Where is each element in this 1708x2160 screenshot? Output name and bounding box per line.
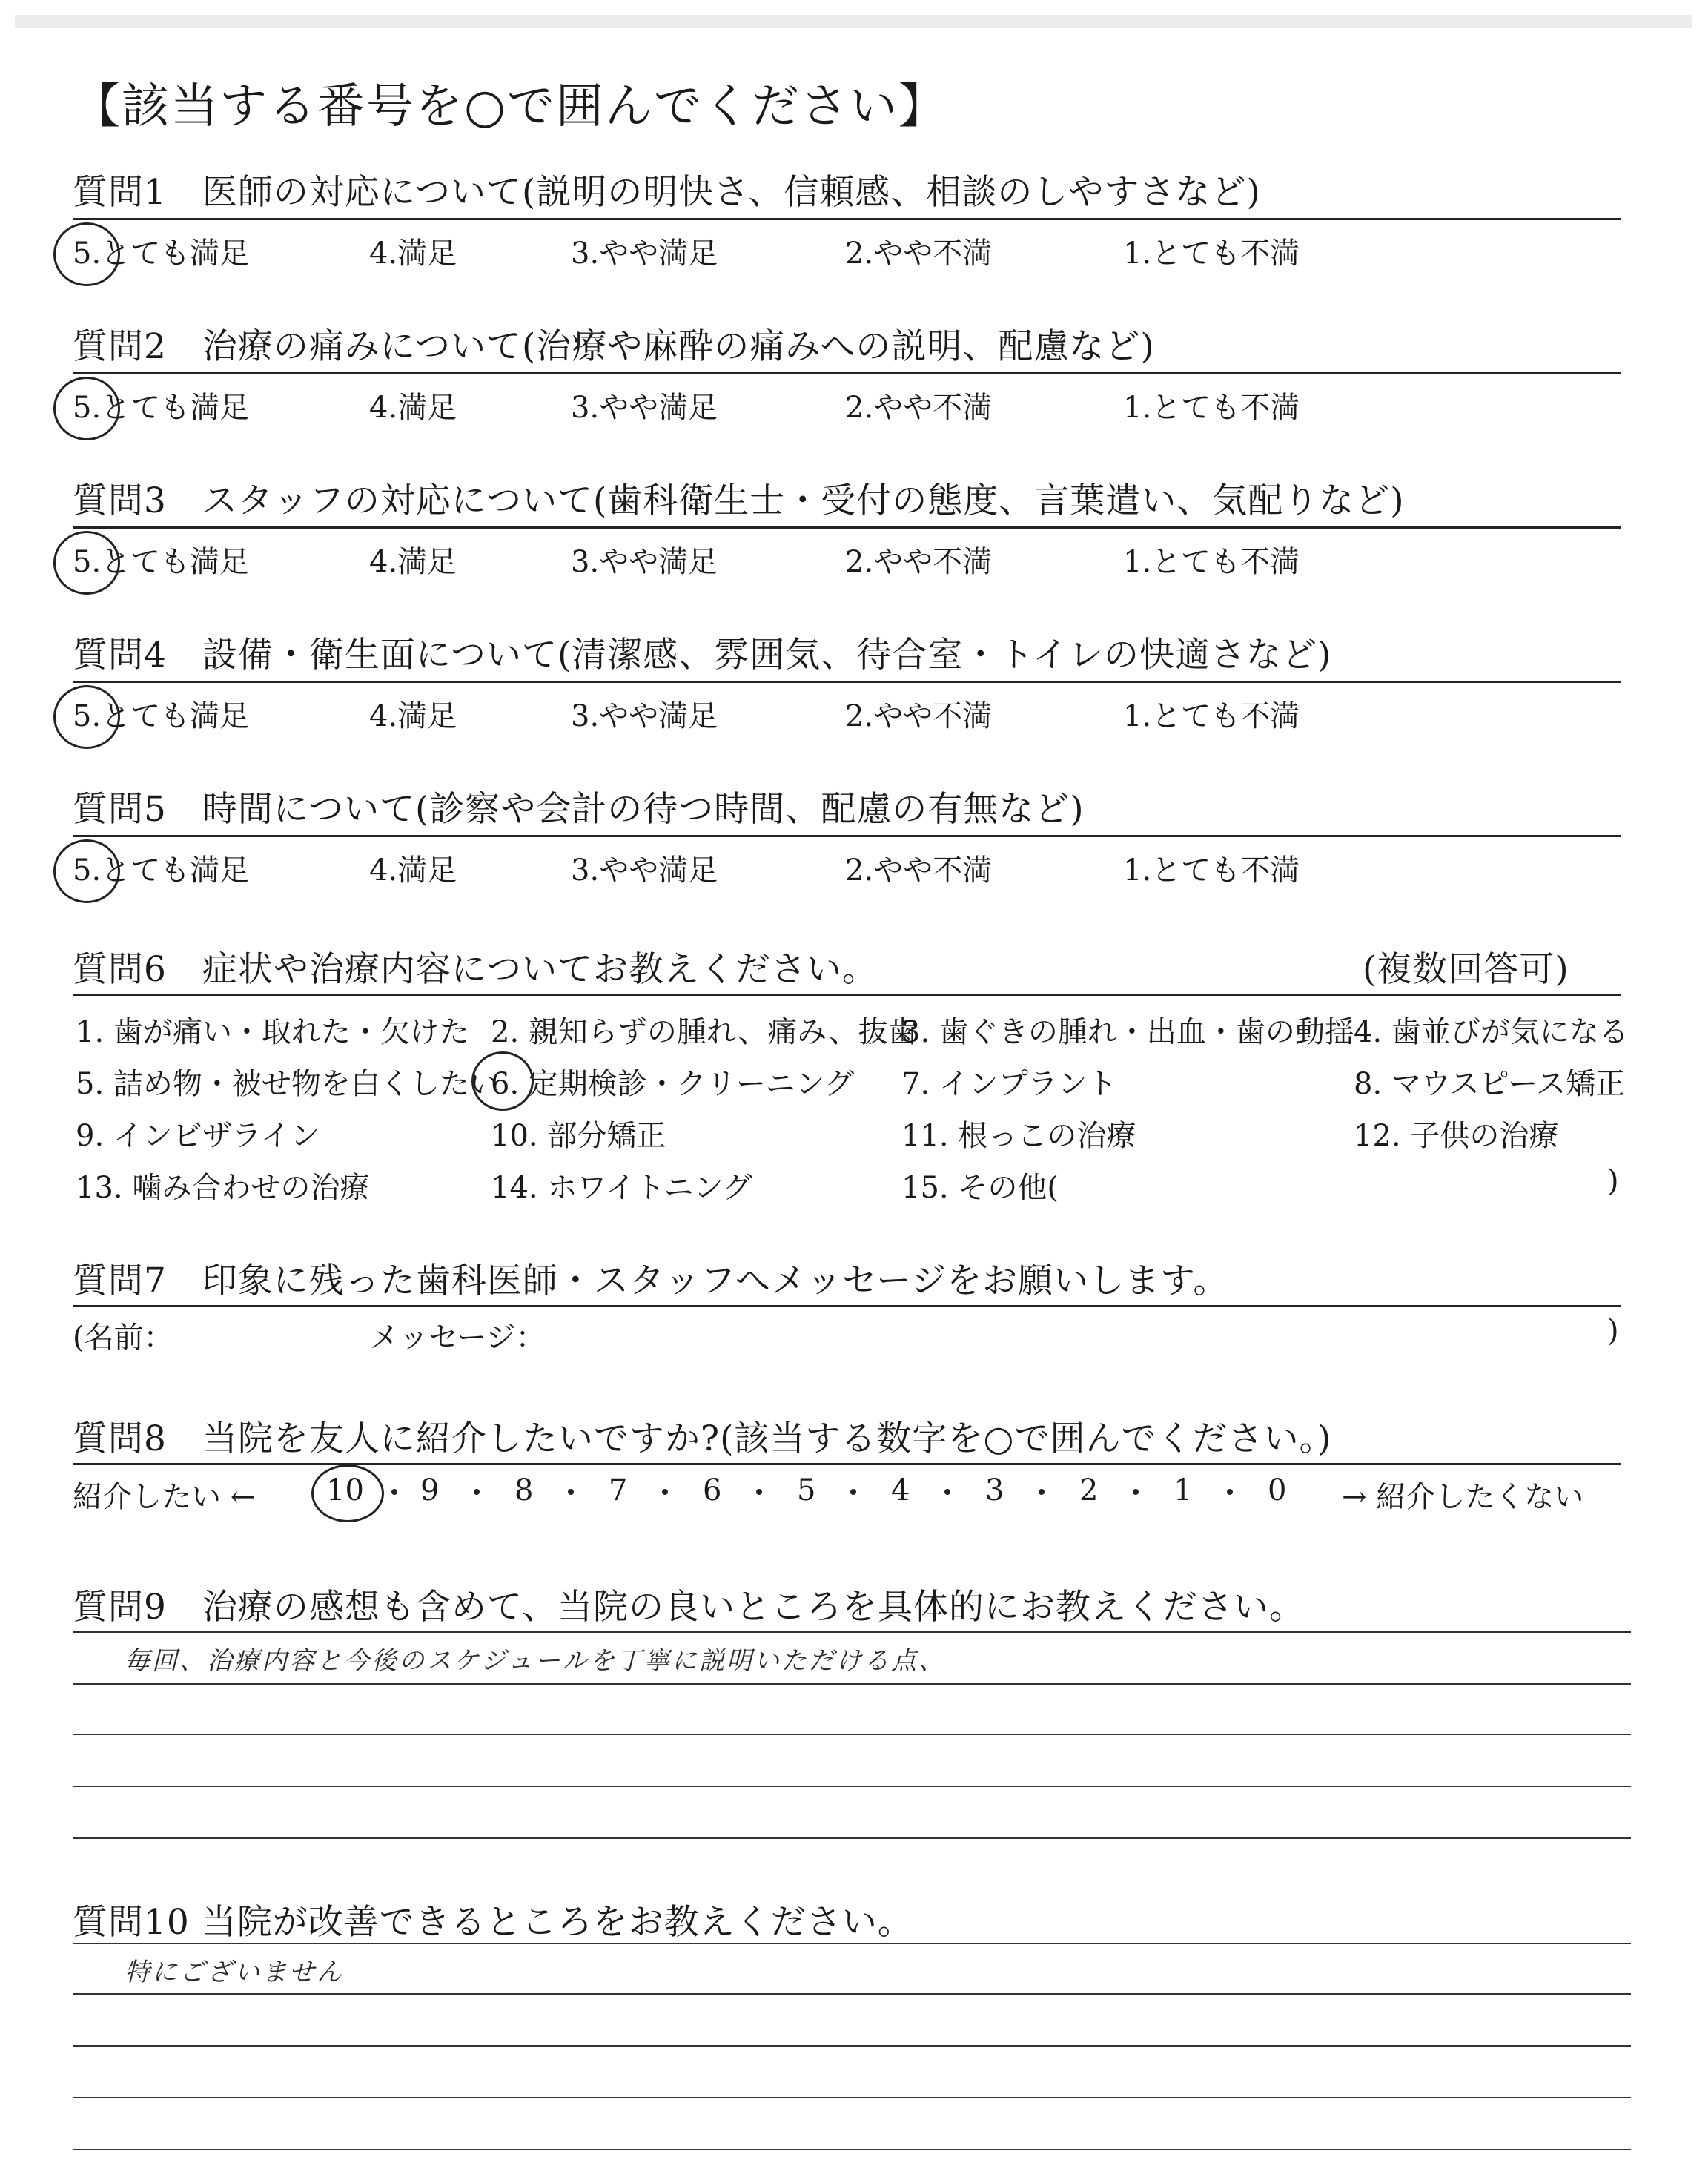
q9-line (73, 1734, 1631, 1735)
q2-option[interactable]: 3.やや満足 (571, 391, 718, 425)
q8-scale-value[interactable]: 9 (420, 1473, 440, 1507)
q1-option[interactable]: 4.満足 (369, 237, 457, 271)
q6-option[interactable]: 12. 子供の治療 (1354, 1119, 1559, 1153)
q6-option[interactable]: 1. 歯が痛い・取れた・欠けた (76, 1015, 469, 1049)
q8-left-label: 紹介したい ← (73, 1480, 256, 1514)
q10-line (73, 1993, 1631, 1995)
q6-option[interactable]: 15. その他( (901, 1171, 1059, 1205)
q6-option[interactable]: 9. インビザライン (76, 1119, 320, 1153)
q8-separator-dot (850, 1489, 856, 1495)
q6-option[interactable]: 13. 噛み合わせの治療 (76, 1171, 370, 1205)
q6-option[interactable]: 10. 部分矯正 (491, 1119, 666, 1153)
form-heading: 【該当する番号を○で囲んでください】 (73, 79, 947, 134)
q4-title: 質問4 設備・衛生面について(清潔感、雰囲気、待合室・トイレの快適さなど) (73, 635, 1332, 676)
q4-option[interactable]: 1.とても不満 (1123, 699, 1300, 733)
q9-title: 質問9 治療の感想も含めて、当院の良いところを具体的にお教えください。 (73, 1587, 1305, 1628)
q6-other-close-paren: ) (1607, 1164, 1619, 1198)
q2-rule (73, 372, 1621, 374)
q10-line (73, 2045, 1631, 2047)
q1-option[interactable]: 2.やや不満 (845, 237, 993, 271)
q5-option[interactable]: 5.とても満足 (73, 853, 250, 888)
q3-option[interactable]: 2.やや不満 (845, 545, 993, 579)
q5-title: 質問5 時間について(診察や会計の待つ時間、配慮の有無など) (73, 789, 1085, 830)
q8-scale-value[interactable]: 3 (985, 1473, 1004, 1507)
q10-line (73, 2097, 1631, 2098)
q3-option[interactable]: 4.満足 (369, 545, 457, 579)
q6-option[interactable]: 8. マウスピース矯正 (1354, 1067, 1626, 1101)
q8-separator-dot (474, 1489, 480, 1495)
q6-option[interactable]: 7. インプラント (901, 1067, 1117, 1101)
q8-separator-dot (568, 1489, 574, 1495)
q8-separator-dot (1227, 1489, 1233, 1495)
q2-option[interactable]: 4.満足 (369, 391, 457, 425)
q3-rule (73, 526, 1621, 529)
q8-scale-value[interactable]: 6 (703, 1473, 722, 1507)
q2-option[interactable]: 1.とても不満 (1123, 391, 1300, 425)
q6-option[interactable]: 3. 歯ぐきの腫れ・出血・歯の動揺 (901, 1015, 1354, 1049)
q1-rule (73, 218, 1621, 220)
q5-rule (73, 835, 1621, 837)
q8-right-label: → 紹介したくない (1342, 1480, 1584, 1514)
q6-title: 質問6 症状や治療内容についてお教えください。 (73, 949, 878, 990)
q6-rule (73, 994, 1621, 996)
selection-circle (53, 377, 120, 440)
q8-separator-dot (662, 1489, 668, 1495)
q8-scale-value[interactable]: 0 (1268, 1473, 1287, 1507)
scan-top-edge (15, 15, 1692, 28)
q10-line (73, 2149, 1631, 2150)
q8-separator-dot (756, 1489, 762, 1495)
q8-separator-dot (1039, 1489, 1045, 1495)
q7-rule (73, 1305, 1621, 1307)
q8-scale-value[interactable]: 1 (1174, 1473, 1193, 1507)
q6-option[interactable]: 11. 根っこの治療 (901, 1119, 1136, 1153)
q10-answer: 特にございません (125, 1958, 344, 1987)
q4-option[interactable]: 5.とても満足 (73, 699, 250, 733)
q9-line (73, 1837, 1631, 1839)
q10-title: 質問10 当院が改善できるところをお教えください。 (73, 1902, 913, 1943)
selection-circle (53, 531, 120, 595)
q5-option[interactable]: 2.やや不満 (845, 853, 993, 888)
q7-title: 質問7 印象に残った歯科医師・スタッフへメッセージをお願いします。 (73, 1261, 1229, 1301)
q6-option[interactable]: 6. 定期検診・クリーニング (491, 1067, 855, 1101)
q3-option[interactable]: 3.やや満足 (571, 545, 718, 579)
q10-line (73, 1943, 1631, 1944)
q9-line (73, 1683, 1631, 1685)
q1-option[interactable]: 3.やや満足 (571, 237, 718, 271)
q7-name-label: (名前： (73, 1321, 173, 1355)
q8-separator-dot (391, 1489, 397, 1495)
q2-option[interactable]: 5.とても満足 (73, 391, 250, 425)
q1-title: 質問1 医師の対応について(説明の明快さ、信頼感、相談のしやすさなど) (73, 172, 1261, 213)
q8-scale-value[interactable]: 10 (326, 1473, 364, 1507)
q9-line (73, 1631, 1631, 1633)
q5-option[interactable]: 1.とても不満 (1123, 853, 1300, 888)
selection-circle (53, 839, 120, 903)
q8-scale-value[interactable]: 8 (514, 1473, 534, 1507)
q4-option[interactable]: 4.満足 (369, 699, 457, 733)
q2-option[interactable]: 2.やや不満 (845, 391, 993, 425)
q8-separator-dot (1133, 1489, 1139, 1495)
q1-option[interactable]: 5.とても満足 (73, 237, 250, 271)
q6-option[interactable]: 14. ホワイトニング (491, 1171, 752, 1205)
q8-rule (73, 1463, 1621, 1465)
q6-multi-note: (複数回答可) (1363, 949, 1569, 990)
q8-scale-value[interactable]: 4 (891, 1473, 910, 1507)
q5-option[interactable]: 4.満足 (369, 853, 457, 888)
q4-option[interactable]: 2.やや不満 (845, 699, 993, 733)
q4-rule (73, 681, 1621, 683)
q2-title: 質問2 治療の痛みについて(治療や麻酔の痛みへの説明、配慮など) (73, 326, 1155, 367)
q4-option[interactable]: 3.やや満足 (571, 699, 718, 733)
selection-circle (53, 685, 120, 749)
q6-option[interactable]: 5. 詰め物・被せ物を白くしたい (76, 1067, 499, 1101)
q3-title: 質問3 スタッフの対応について(歯科衛生士・受付の態度、言葉遣い、気配りなど) (73, 480, 1405, 521)
q1-option[interactable]: 1.とても不満 (1123, 237, 1300, 271)
q3-option[interactable]: 1.とても不満 (1123, 545, 1300, 579)
q6-option[interactable]: 4. 歯並びが気になる (1354, 1015, 1629, 1049)
q9-line (73, 1786, 1631, 1787)
selection-circle (53, 222, 120, 286)
q3-option[interactable]: 5.とても満足 (73, 545, 250, 579)
selection-circle (471, 1051, 534, 1111)
q9-answer: 毎回、治療内容と今後のスケジュールを丁寧に説明いただける点、 (125, 1646, 946, 1676)
q8-title: 質問8 当院を友人に紹介したいですか?(該当する数字を○で囲んでください。) (73, 1418, 1332, 1459)
q7-close-paren: ) (1607, 1314, 1619, 1348)
q8-separator-dot (944, 1489, 950, 1495)
q5-option[interactable]: 3.やや満足 (571, 853, 718, 888)
q8-scale-value[interactable]: 2 (1079, 1473, 1099, 1507)
q7-message-label: メッセージ： (369, 1321, 546, 1355)
q8-scale-value[interactable]: 7 (609, 1473, 628, 1507)
q8-scale-value[interactable]: 5 (797, 1473, 816, 1507)
q6-option[interactable]: 2. 親知らずの腫れ、痛み、抜歯 (491, 1015, 918, 1049)
selection-circle (311, 1464, 384, 1522)
